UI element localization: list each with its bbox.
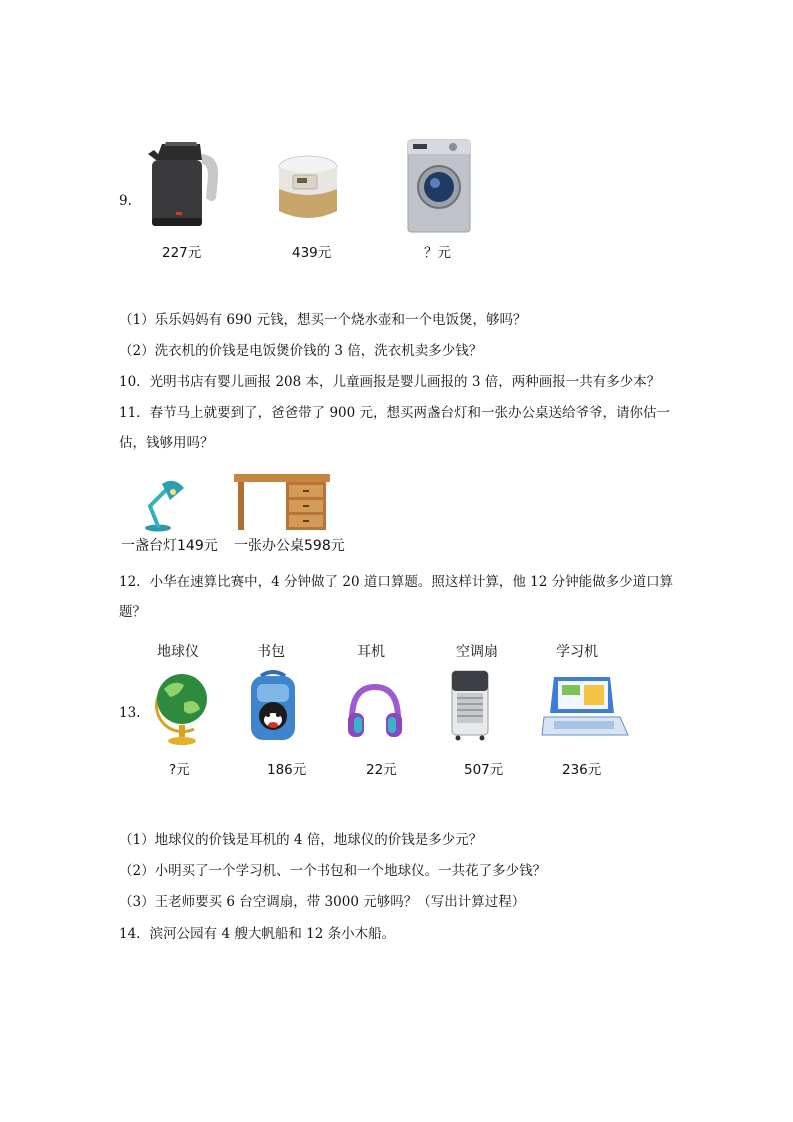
rice-cooker-icon	[275, 153, 341, 225]
question-12-line-2: 题？	[119, 604, 146, 620]
backpack-name: 书包	[257, 644, 285, 660]
rice-cooker-price: 439元	[292, 245, 332, 261]
air-cooler-fan-name: 空调扇	[456, 644, 498, 660]
office-desk-icon	[234, 474, 330, 532]
desk-lamp-icon	[140, 476, 186, 532]
backpack-price: 186元	[267, 762, 307, 778]
question-11-line-1: 11．春节马上就要到了，爸爸带了 900 元，想买两盏台灯和一张办公桌送给爷爷，请你估一	[119, 405, 671, 421]
question-10: 10．光明书店有婴儿画报 208 本，儿童画报是婴儿画报的 3 倍，两种画报一共有多少本？	[119, 374, 661, 390]
question-number-9: 9.	[119, 193, 132, 209]
air-cooler-fan-price: 507元	[464, 762, 504, 778]
question-9-sub-1: （1）乐乐妈妈有 690 元钱，想买一个烧水壶和一个电饭煲，够吗？	[119, 312, 527, 328]
air-cooler-fan-icon	[449, 669, 491, 741]
question-12-line-1: 12．小华在速算比赛中，4 分钟做了 20 道口算题。照这样计算，他 12 分钟能做多少道口算	[119, 574, 674, 590]
question-13-sub-1: （1）地球仪的价钱是耳机的 4 倍，地球仪的价钱是多少元？	[119, 832, 483, 848]
learning-machine-price: 236元	[562, 762, 602, 778]
backpack-icon	[247, 670, 299, 742]
question-11-line-2: 估，钱够用吗？	[119, 435, 214, 451]
washing-machine-price: ？元	[424, 245, 451, 261]
learning-machine-icon	[540, 673, 630, 739]
question-9-sub-2: （2）洗衣机的价钱是电饭煲价钱的 3 倍，洗衣机卖多少钱？	[119, 343, 483, 359]
globe-icon	[150, 667, 212, 747]
question-number-13: 13.	[119, 705, 141, 721]
question-13-sub-3: （3）王老师要买 6 台空调扇，带 3000 元够吗？（写出计算过程）	[119, 894, 526, 910]
kettle-icon	[146, 138, 222, 230]
desk-label: 一张办公桌598元	[234, 538, 345, 554]
globe-price: ?元	[169, 762, 190, 778]
washing-machine-icon	[407, 139, 471, 233]
question-13-sub-2: （2）小明买了一个学习机、一个书包和一个地球仪。一共花了多少钱？	[119, 863, 547, 879]
learning-machine-name: 学习机	[556, 644, 598, 660]
headphones-name: 耳机	[357, 644, 385, 660]
question-14: 14．滨河公园有 4 艘大帆船和 12 条小木船。	[119, 926, 396, 942]
lamp-label: 一盏台灯149元	[121, 538, 218, 554]
kettle-price: 227元	[162, 245, 202, 261]
globe-name: 地球仪	[157, 644, 199, 660]
headphones-icon	[346, 683, 404, 741]
headphones-price: 22元	[366, 762, 397, 778]
